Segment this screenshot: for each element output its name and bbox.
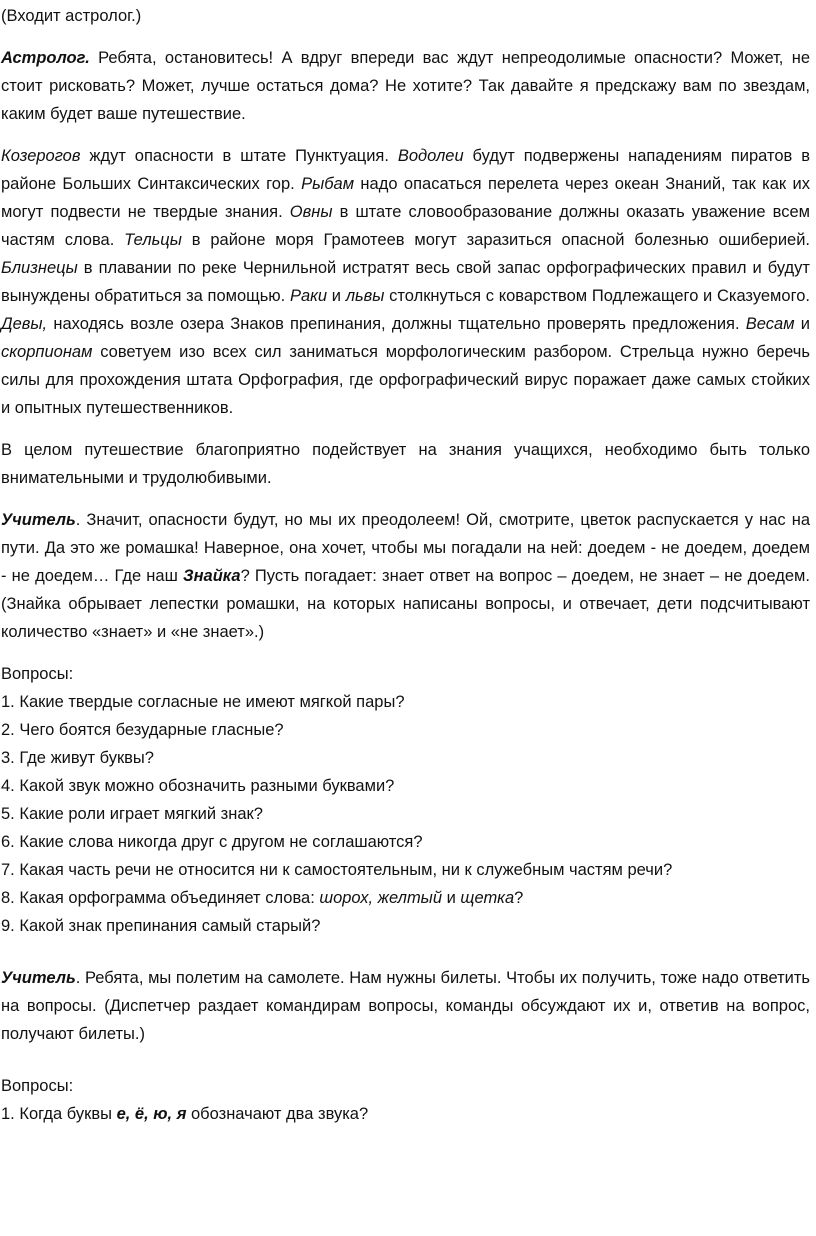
question-item: 6. Какие слова никогда друг с другом не соглашаются? xyxy=(1,833,423,851)
sign-leo: львы xyxy=(345,287,385,305)
horoscope-text: столкнуться с коварством Подлежащего и Сказуемого. xyxy=(384,287,810,305)
teacher-speech-1 xyxy=(1,506,810,646)
horoscope-text: находясь возле озера Знаков препинания, должны тщательно проверять предложения. xyxy=(47,315,746,333)
sign-aries: Овны xyxy=(289,203,333,221)
horoscope-text: надо опасаться перелета через океан Знаний, так как их могут подвести не твердые знания. xyxy=(1,175,810,221)
sign-virgo: Девы, xyxy=(1,315,48,333)
sign-libra: Весам xyxy=(745,315,795,333)
horoscope-paragraph xyxy=(1,142,810,422)
question-item: 2. Чего боятся безударные гласные? xyxy=(1,721,284,739)
question-text: 1. Когда буквы xyxy=(1,1105,117,1123)
character-znayka: Знайка xyxy=(182,567,241,585)
horoscope-text: и xyxy=(327,287,346,305)
teacher-speech-2 xyxy=(1,964,810,1048)
question-item xyxy=(1,884,810,912)
horoscope-text: в плавании по реке Чернильной истратят весь свой запас орфографических правил и будут вынуждены обратиться за помощью. xyxy=(1,259,810,305)
teacher-speech-text: . Ребята, мы полетим на самолете. Нам нужны билеты. Чтобы их получить, тоже надо ответить на вопросы. (Диспетчер раздает командирам вопросы, команды обсуждают их и, ответив на вопрос, получают билеты.) xyxy=(1,969,810,1043)
sign-taurus: Тельцы xyxy=(124,231,182,249)
question-item: 1. Какие твердые согласные не имеют мягкой пары? xyxy=(1,693,405,711)
sign-pisces: Рыбам xyxy=(301,175,355,193)
question-example-word: щетка xyxy=(460,889,515,907)
sign-capricorn: Козерогов xyxy=(1,147,81,165)
horoscope-text: будут подвержены нападениям пиратов в районе Больших Синтаксических гор. xyxy=(1,147,810,193)
horoscope-text: и xyxy=(794,315,810,333)
question-item: 3. Где живут буквы? xyxy=(1,749,154,767)
speaker-teacher: Учитель xyxy=(1,511,76,529)
teacher-speech-text: . Значит, опасности будут, но мы их преодолеем! Ой, смотрите, цветок распускается у нас на пути. Да это же ромашка! Наверное, она хочет, чтобы мы погадали на ней: доедем - не доедем, доедем - не доедем… Где наш xyxy=(1,511,810,585)
sign-scorpio: скорпионам xyxy=(1,343,93,361)
questions-heading: Вопросы: xyxy=(1,665,74,683)
astrologer-speech xyxy=(1,44,810,128)
sign-gemini: Близнецы xyxy=(1,259,78,277)
sign-aquarius: Водолеи xyxy=(397,147,464,165)
question-item: 9. Какой знак препинания самый старый? xyxy=(1,917,321,935)
question-item xyxy=(1,1100,810,1128)
horoscope-text: в штате словообразование должны оказать уважение всем частям слова. xyxy=(1,203,810,249)
question-item: 4. Какой звук можно обозначить разными буквами? xyxy=(1,777,395,795)
question-item: 7. Какая часть речи не относится ни к самостоятельным, ни к служебным частям речи? xyxy=(1,861,673,879)
horoscope-text: в районе моря Грамотеев могут заразиться опасной болезнью ошиберией. xyxy=(181,231,811,249)
question-letters: е, ё, ю, я xyxy=(116,1105,187,1123)
stage-direction-entry: (Входит астролог.) xyxy=(1,7,142,25)
questions-list-1 xyxy=(1,660,810,940)
question-example-words: шорох, желтый xyxy=(319,889,443,907)
question-text: и xyxy=(442,889,461,907)
question-text: обозначают два звука? xyxy=(186,1105,369,1123)
horoscope-text: советуем изо всех сил заниматься морфологическим разбором. Стрельца нужно беречь силы для прохождения штата Орфография, где орфографический вирус поражает даже самых стойких и опытных путешественников. xyxy=(1,343,810,417)
horoscope-text: ждут опасности в штате Пунктуация. xyxy=(80,147,398,165)
sign-cancer: Раки xyxy=(289,287,328,305)
questions-list-2 xyxy=(1,1072,810,1128)
astrologer-speech-text: Ребята, остановитесь! А вдруг впереди вас ждут непреодолимые опасности? Может, не стоит рисковать? Может, лучше остаться дома? Не хотите? Так давайте я предскажу вам по звездам, каким будет ваше путешествие. xyxy=(1,49,810,123)
question-text: 8. Какая орфограмма объединяет слова: xyxy=(1,889,320,907)
speaker-teacher: Учитель xyxy=(1,969,76,987)
question-text: ? xyxy=(514,889,524,907)
speaker-astrologer: Астролог. xyxy=(1,49,90,67)
horoscope-conclusion: В целом путешествие благоприятно подействует на знания учащихся, необходимо быть только внимательными и трудолюбивыми. xyxy=(1,441,810,487)
questions-heading: Вопросы: xyxy=(1,1077,74,1095)
teacher-speech-text: ? Пусть погадает: знает ответ на вопрос – доедем, не знает – не доедем. (Знайка обрывает лепестки ромашки, на которых написаны вопросы, и отвечает, дети подсчитывают количество «знает» и «не знает».) xyxy=(1,567,810,641)
question-item: 5. Какие роли играет мягкий знак? xyxy=(1,805,263,823)
